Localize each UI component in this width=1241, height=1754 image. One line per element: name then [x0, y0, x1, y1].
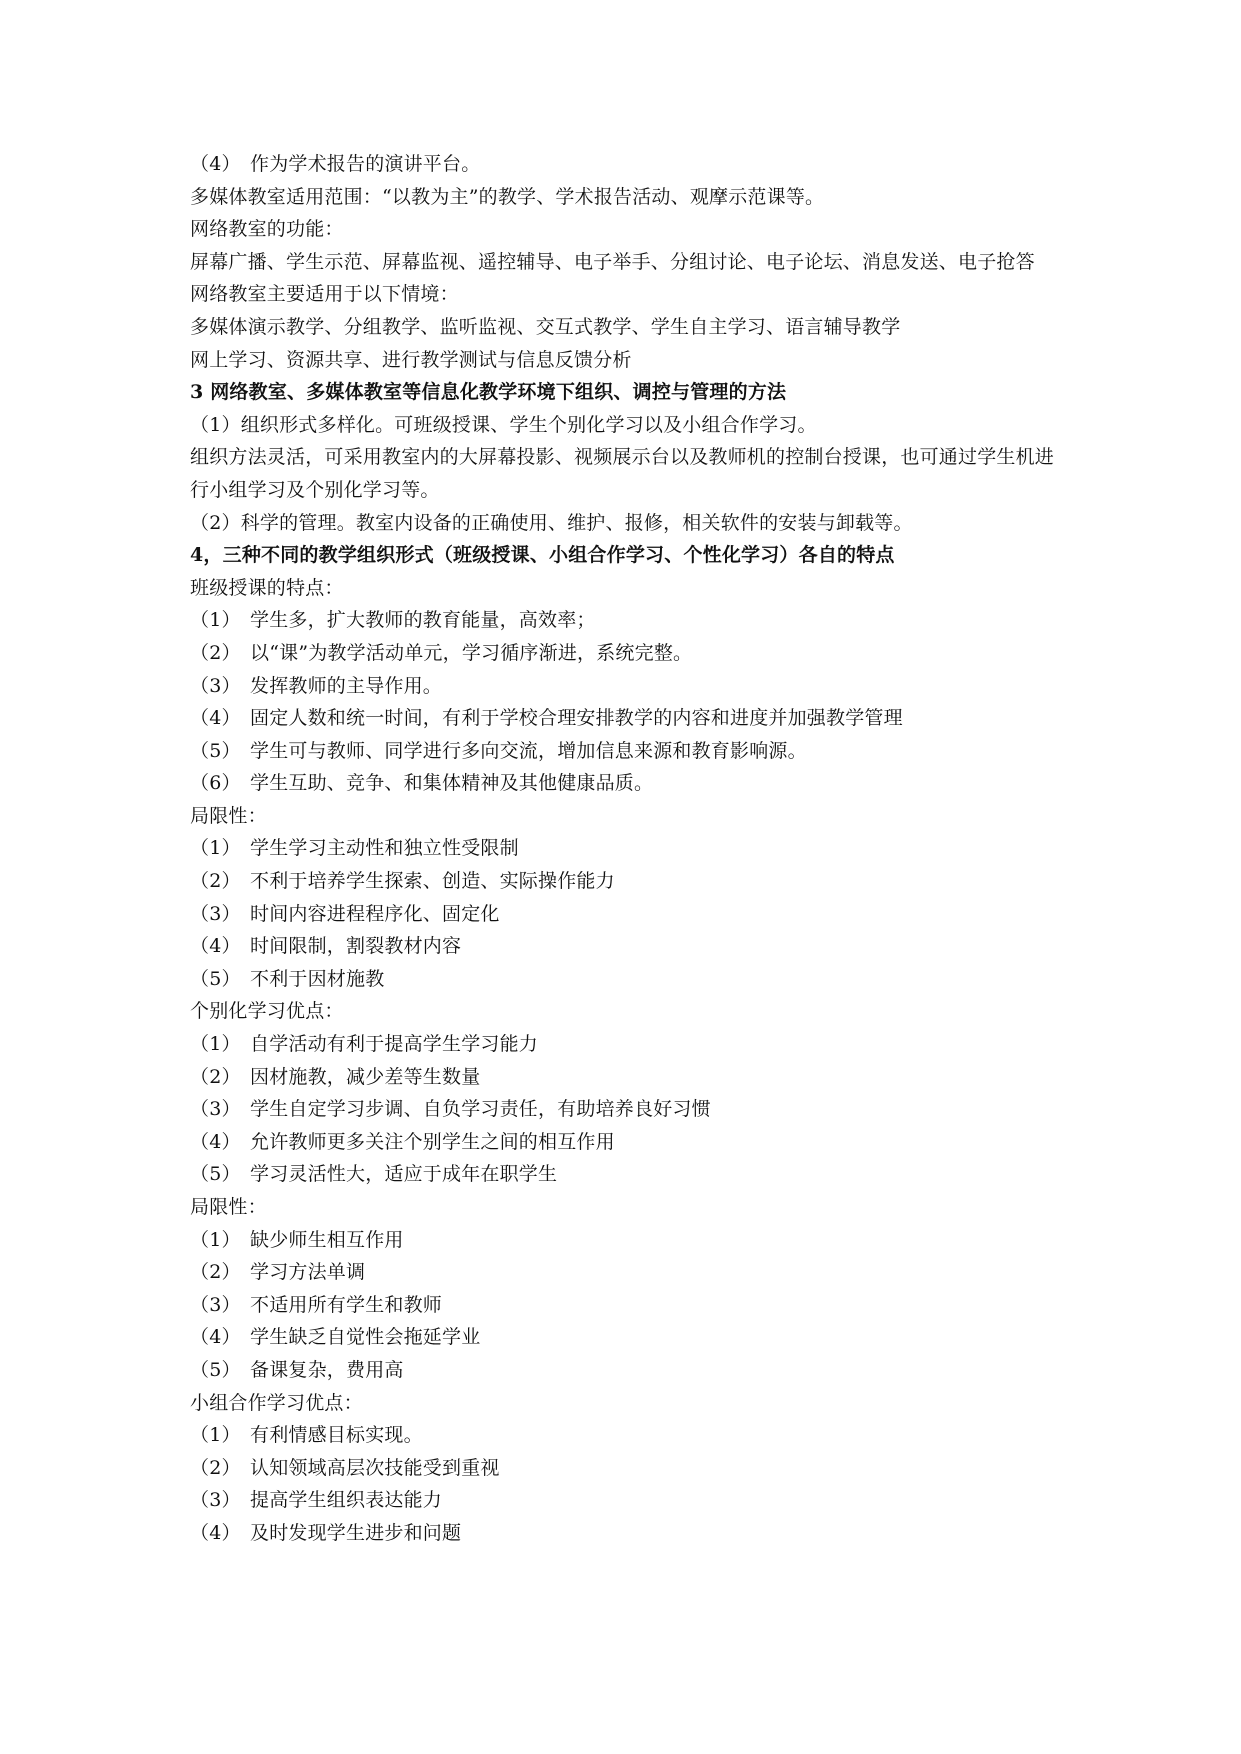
list-item-text: 学生互助、竞争、和集体精神及其他健康品质。: [250, 772, 654, 795]
list-item-number: （5）: [190, 1163, 241, 1186]
list-item: [190, 1452, 1070, 1485]
list-item-number: （3）: [190, 1489, 241, 1512]
list-item: [190, 1061, 1070, 1094]
list-item: [190, 1126, 1070, 1159]
list-item-number: （6）: [190, 772, 241, 795]
list-item-text: 自学活动有利于提高学生学习能力: [250, 1033, 539, 1056]
paragraph-line: 网络教室的功能：: [190, 218, 344, 241]
paragraph-line: 小组合作学习优点：: [190, 1391, 363, 1414]
list-item-number: （5）: [190, 739, 241, 762]
list-item: [190, 898, 1070, 931]
list-item: [190, 767, 1070, 800]
paragraph-line: 多媒体教室适用范围：“以教为主”的教学、学术报告活动、观摩示范课等。: [190, 185, 825, 208]
list-item-text: 有利情感目标实现。: [250, 1424, 423, 1447]
list-item-number: （4）: [190, 153, 241, 175]
list-item: [190, 148, 1070, 181]
list-item: [190, 1158, 1070, 1191]
list-item-number: （4）: [190, 1326, 241, 1349]
paragraph-line: 局限性：: [190, 1196, 267, 1218]
paragraph-line: 个别化学习优点：: [190, 1000, 344, 1023]
list-item-text: 不利于因材施教: [250, 967, 385, 990]
list-item-text: 学习方法单调: [250, 1261, 366, 1284]
list-item-number: （2）: [190, 641, 241, 664]
list-item-number: （5）: [190, 1358, 241, 1381]
list-item: [190, 1321, 1070, 1354]
list-item: [190, 1028, 1070, 1061]
list-item-text: 时间限制，割裂教材内容: [250, 935, 462, 958]
list-item-number: （4）: [190, 935, 241, 958]
list-item-text: 认知领域高层次技能受到重视: [250, 1456, 500, 1479]
list-item: [190, 1224, 1070, 1257]
list-item-text: 时间内容进程程序化、固定化: [250, 902, 500, 925]
list-item-text: 允许教师更多关注个别学生之间的相互作用: [250, 1130, 615, 1153]
list-item-number: （2）: [190, 870, 241, 893]
list-item-text: 不适用所有学生和教师: [250, 1293, 443, 1316]
list-item: [190, 1484, 1070, 1517]
list-item-number: （3）: [190, 674, 241, 697]
list-item-number: （1）: [190, 1228, 241, 1251]
list-item-number: （1）: [190, 837, 241, 860]
list-item-text: 作为学术报告的演讲平台。: [250, 153, 481, 175]
list-item-number: （2）: [190, 1456, 241, 1479]
list-item-text: 缺少师生相互作用: [250, 1228, 404, 1251]
paragraph-line: 多媒体演示教学、分组教学、监听监视、交互式教学、学生自主学习、语言辅导教学: [190, 315, 901, 338]
list-item-number: （1）: [190, 609, 241, 632]
list-item-text: 学生缺乏自觉性会拖延学业: [250, 1326, 481, 1349]
list-item-text: 固定人数和统一时间，有利于学校合理安排教学的内容和进度并加强教学管理: [250, 707, 903, 730]
list-item-number: （2）: [190, 1065, 241, 1088]
list-item: [190, 1289, 1070, 1322]
document-page: [190, 148, 1070, 1550]
list-item: [190, 637, 1070, 670]
list-item-text: 提高学生组织表达能力: [250, 1489, 443, 1512]
list-item-text: 学生多，扩大教师的教育能量，高效率；: [250, 609, 596, 632]
list-item-text: 学生自定学习步调、自负学习责任，有助培养良好习惯: [250, 1098, 711, 1121]
list-item: [190, 1354, 1070, 1387]
list-item: [190, 1517, 1070, 1550]
list-item: [190, 963, 1070, 996]
section-heading: 4，三种不同的教学组织形式（班级授课、小组合作学习、个性化学习）各自的特点: [190, 544, 895, 567]
list-item-number: （3）: [190, 1293, 241, 1316]
paragraph-line: 班级授课的特点：: [190, 576, 344, 599]
list-item: [190, 735, 1070, 768]
list-item: [190, 1256, 1070, 1289]
list-item: [190, 832, 1070, 865]
list-item-number: （3）: [190, 902, 241, 925]
list-item-text: 因材施教，减少差等生数量: [250, 1065, 481, 1088]
list-item-text: 学生可与教师、同学进行多向交流，增加信息来源和教育影响源。: [250, 739, 807, 762]
paragraph-line: （1）组织形式多样化。可班级授课、学生个别化学习以及小组合作学习。: [190, 413, 817, 436]
list-item-number: （4）: [190, 707, 241, 730]
list-item-number: （4）: [190, 1521, 241, 1544]
list-item-number: （4）: [190, 1130, 241, 1153]
list-item: [190, 930, 1070, 963]
list-item-number: （1）: [190, 1033, 241, 1056]
list-item-text: 以“课”为教学活动单元，学习循序渐进，系统完整。: [250, 641, 693, 664]
section-heading: 3 网络教室、多媒体教室等信息化教学环境下组织、调控与管理的方法: [190, 381, 787, 404]
paragraph-line: 组织方法灵活，可采用教室内的大屏幕投影、视频展示台以及教师机的控制台授课，也可通过学生机进行小组学习及个别化学习等。: [190, 446, 1055, 501]
paragraph-line: 局限性：: [190, 804, 267, 827]
list-item-text: 学生学习主动性和独立性受限制: [250, 837, 519, 860]
list-item-text: 备课复杂，费用高: [250, 1358, 404, 1381]
list-item: [190, 865, 1070, 898]
list-item-text: 学习灵活性大，适应于成年在职学生: [250, 1163, 558, 1186]
list-item: [190, 702, 1070, 735]
paragraph-line: 网上学习、资源共享、进行教学测试与信息反馈分析: [190, 348, 632, 371]
list-item-number: （3）: [190, 1098, 241, 1121]
list-item-number: （2）: [190, 1261, 241, 1284]
paragraph-line: 屏幕广播、学生示范、屏幕监视、遥控辅导、电子举手、分组讨论、电子论坛、消息发送、电子抢答: [190, 250, 1035, 273]
paragraph-line: （2）科学的管理。教室内设备的正确使用、维护、报修，相关软件的安装与卸载等。: [190, 511, 913, 534]
list-item-text: 及时发现学生进步和问题: [250, 1521, 462, 1544]
list-item: [190, 670, 1070, 703]
list-item-number: （1）: [190, 1424, 241, 1447]
list-item-text: 发挥教师的主导作用。: [250, 674, 443, 697]
list-item: [190, 604, 1070, 637]
list-item-text: 不利于培养学生探索、创造、实际操作能力: [250, 870, 615, 893]
list-item: [190, 1093, 1070, 1126]
paragraph-line: 网络教室主要适用于以下情境：: [190, 283, 459, 306]
list-item-number: （5）: [190, 967, 241, 990]
list-item: [190, 1419, 1070, 1452]
